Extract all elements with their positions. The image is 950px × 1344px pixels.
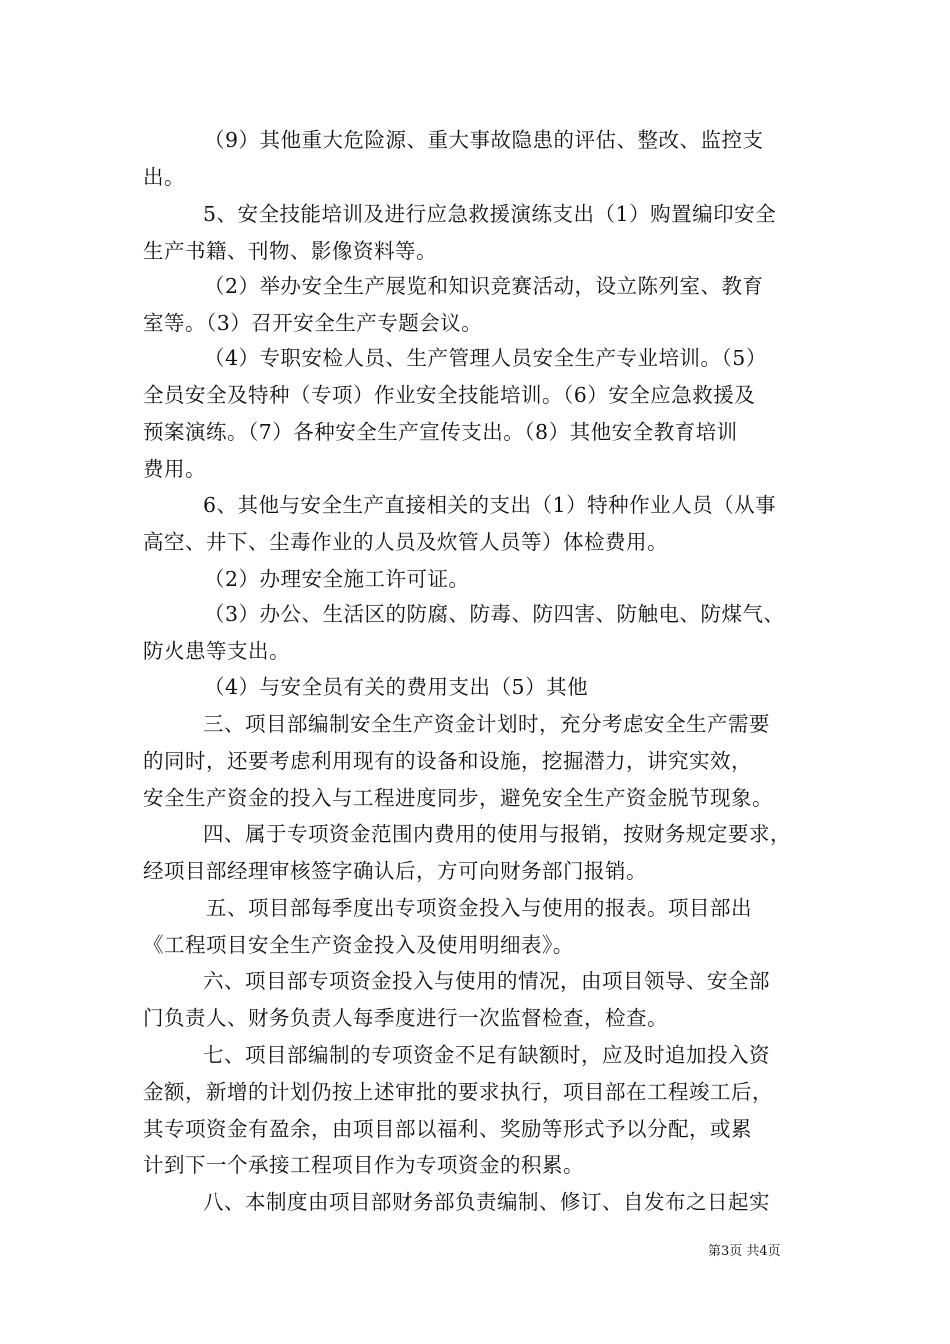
text-line-3: 5、安全技能培训及进行应急救援演练支出（1）购置编印安全	[203, 202, 777, 226]
text-line-18: 的同时，还要考虑利用现有的设备和设施，挖掘潜力，讲究实效，	[143, 749, 752, 773]
text-line-15: 防火患等支出。	[143, 639, 290, 663]
text-line-25: 门负责人、财务负责人每季度进行一次监督检查，检查。	[143, 1006, 668, 1030]
text-line-16: （4）与安全员有关的费用支出（5）其他	[204, 675, 589, 699]
text-line-13: （2）办理安全施工许可证。	[204, 567, 470, 591]
text-line-17: 三、项目部编制安全生产资金计划时，充分考虑安全生产需要	[203, 712, 770, 736]
text-line-12: 高空、井下、尘毒作业的人员及炊管人员等）体检费用。	[143, 530, 668, 554]
text-line-24: 六、项目部专项资金投入与使用的情况，由项目领导、安全部	[203, 969, 770, 993]
text-line-8: 全员安全及特种（专项）作业安全技能培训。（6）安全应急救援及	[143, 383, 756, 407]
text-line-5: （2）举办安全生产展览和知识竞赛活动，设立陈列室、教育	[204, 274, 764, 298]
text-line-6: 室等。（3）召开安全生产专题会议。	[143, 311, 483, 335]
text-line-28: 其专项资金有盈余，由项目部以福利、奖励等形式予以分配，或累	[143, 1117, 752, 1141]
text-line-29: 计到下一个承接工程项目作为专项资金的积累。	[143, 1153, 584, 1177]
text-line-26: 七、项目部编制的专项资金不足有缺额时，应及时追加投入资	[203, 1043, 770, 1067]
text-line-1: （9）其他重大危险源、重大事故隐患的评估、整改、监控支	[204, 128, 764, 152]
text-line-22: 五、项目部每季度出专项资金投入与使用的报表。项目部出	[206, 896, 752, 920]
text-line-10: 费用。	[143, 457, 206, 481]
text-line-4: 生产书籍、刊物、影像资料等。	[143, 239, 437, 263]
text-line-2: 出。	[143, 165, 185, 189]
text-line-21: 经项目部经理审核签字确认后，方可向财务部门报销。	[143, 859, 647, 883]
text-line-7: （4）专职安检人员、生产管理人员安全生产专业培训。（5）	[204, 346, 767, 370]
text-line-19: 安全生产资金的投入与工程进度同步，避免安全生产资金脱节现象。	[143, 786, 773, 810]
page-number: 第3页 共4页	[708, 1244, 781, 1259]
text-line-30: 八、本制度由项目部财务部负责编制、修订、自发布之日起实	[203, 1190, 770, 1214]
text-line-23: 《工程项目安全生产资金投入及使用明细表》。	[143, 933, 574, 957]
text-line-20: 四、属于专项资金范围内费用的使用与报销，按财务规定要求，	[203, 822, 791, 846]
text-line-14: （3）办公、生活区的防腐、防毒、防四害、防触电、防煤气、	[204, 602, 785, 626]
text-line-11: 6、其他与安全生产直接相关的支出（1）特种作业人员（从事	[203, 493, 777, 517]
text-line-27: 金额，新增的计划仍按上述审批的要求执行，项目部在工程竣工后，	[143, 1080, 773, 1104]
text-line-9: 预案演练。（7）各种安全生产宣传支出。（8）其他安全教育培训	[143, 420, 738, 444]
